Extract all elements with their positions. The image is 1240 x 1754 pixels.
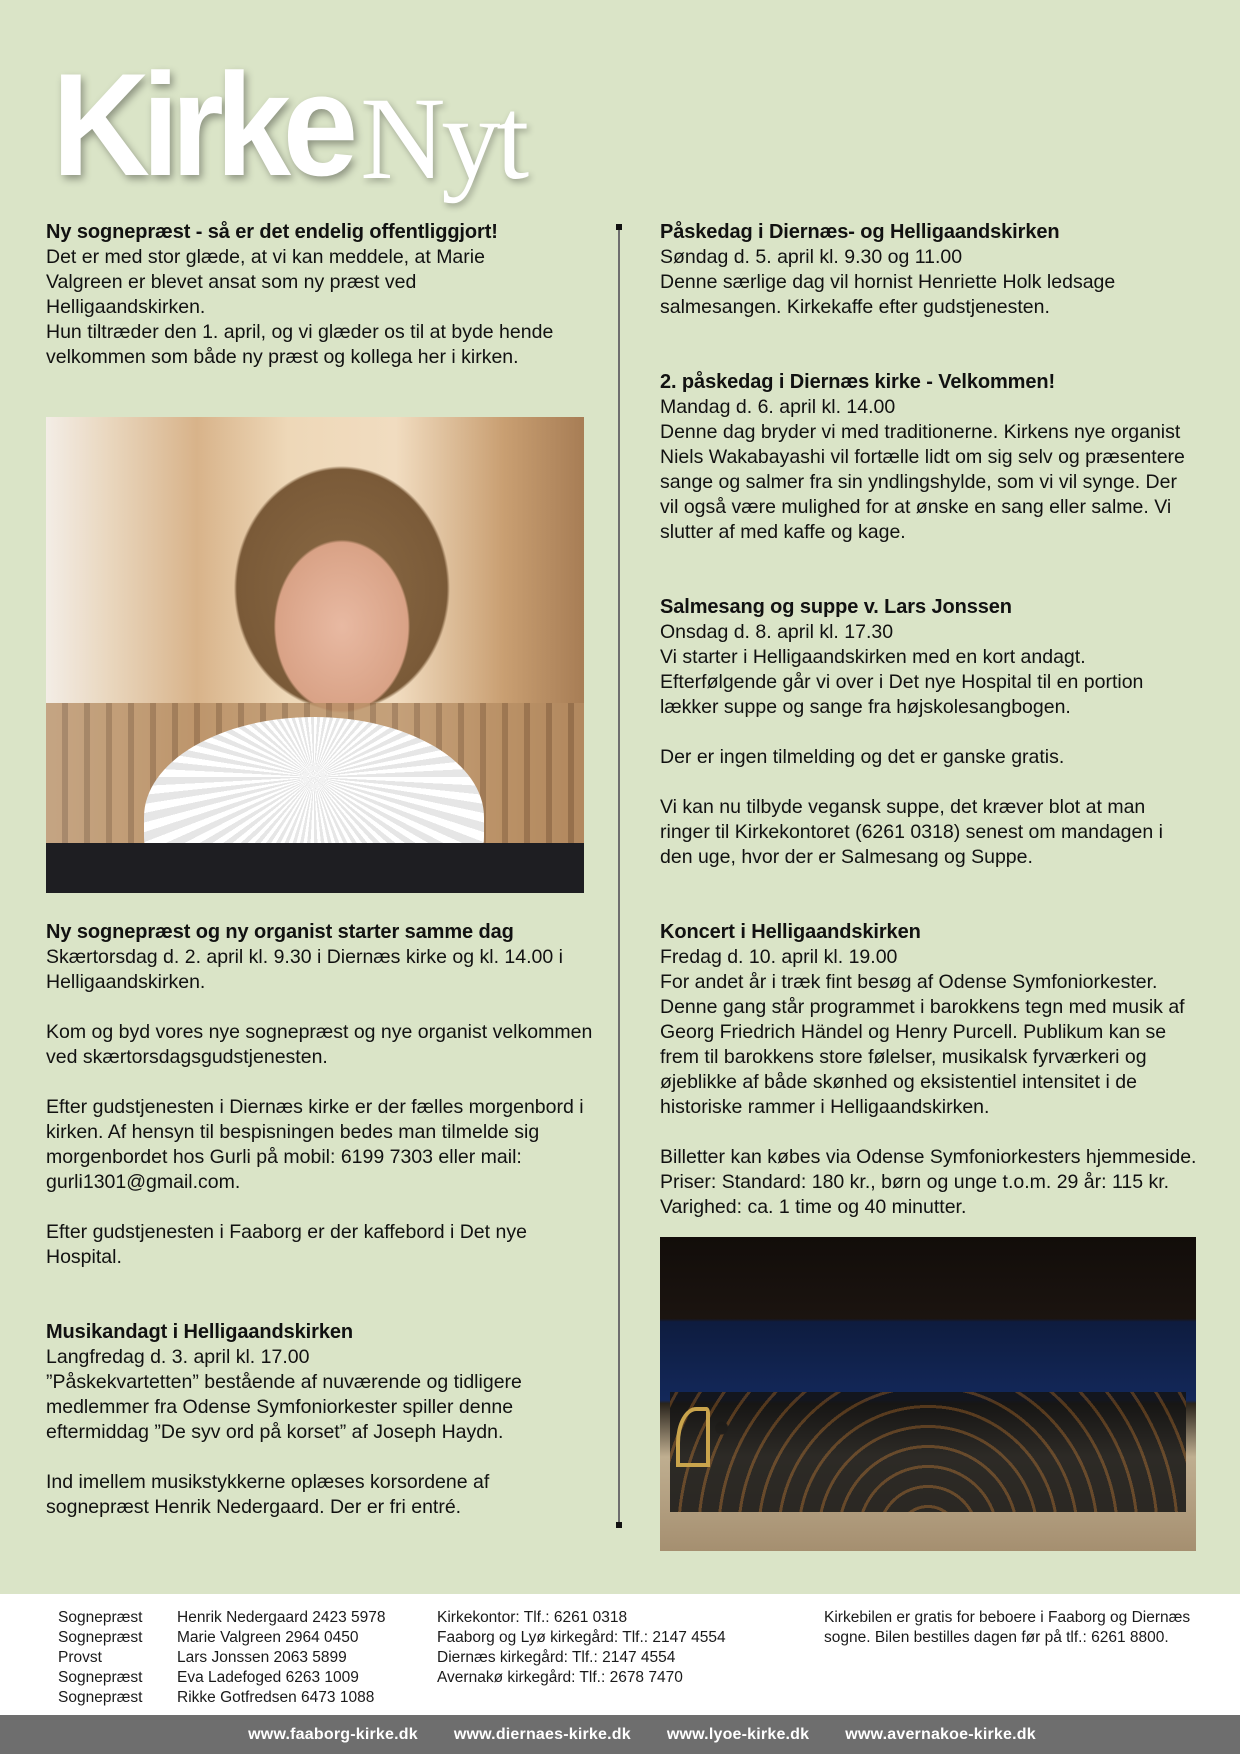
- article-title: Ny sognepræst og ny organist starter samme dag: [46, 921, 514, 943]
- footer: [0, 1594, 1240, 1715]
- article-new-priest: [46, 220, 594, 370]
- priest-photo: [46, 417, 584, 893]
- article-paragraph: Vi starter i Helligaandskirken med en kort andagt. Efterfølgende går vi over i Det nye Hospital til en portion lækker suppe og sange fra højskolesangbogen.: [660, 646, 1144, 718]
- column-divider: [618, 224, 620, 1528]
- article-easter-day: [660, 220, 1200, 320]
- article-paragraph: For andet år i træk fint besøg af Odense Symfoniorkester. Denne gang står programmet i barokkens tegn med musik af Georg Friedrich Händel og Henry Purcell. Publikum kan se frem til barokkens store følelser, musikalsk fyrværkeri og øjeblikke af både skønhed og eksistentiel intensitet i de historiske rammer i Helligaandskirken.: [660, 971, 1185, 1118]
- staff-name: Rikke Gotfredsen 6473 1088: [177, 1689, 375, 1706]
- article-title: Musikandagt i Helligaandskirken: [46, 1321, 353, 1343]
- article-music-devotion: [46, 1320, 594, 1520]
- website-bar: [0, 1715, 1240, 1754]
- article-title: Ny sognepræst - så er det endelig offentliggjort!: [46, 221, 498, 243]
- article-paragraph: Der er ingen tilmelding og det er ganske gratis.: [660, 746, 1065, 768]
- article-paragraph: Billetter kan købes via Odense Symfoniorkesters hjemmeside. Priser: Standard: 180 kr., børn og unge t.o.m. 29 år: 115 kr. Varighed: ca. 1 time og 40 minutter.: [660, 1146, 1197, 1218]
- article-paragraph: Det er med stor glæde, at vi kan meddele, at Marie Valgreen er blevet ansat som ny præst ved Helligaandskirken.: [46, 246, 485, 318]
- website-link-faaborg[interactable]: www.faaborg-kirke.dk: [248, 1725, 418, 1743]
- left-column: [46, 220, 594, 370]
- article-subtitle: Skærtorsdag d. 2. april kl. 9.30 i Diernæs kirke og kl. 14.00 i Helligaandskirken.: [46, 946, 563, 993]
- article-subtitle: Langfredag d. 3. april kl. 17.00: [46, 1346, 310, 1368]
- staff-role: Sognepræst: [58, 1669, 143, 1686]
- article-easter-monday: [660, 370, 1200, 545]
- article-hymns-soup: [660, 595, 1200, 870]
- office-contact: Kirkekontor: Tlf.: 6261 0318: [437, 1609, 628, 1626]
- office-contacts: [437, 1608, 726, 1688]
- article-concert: [660, 920, 1200, 1220]
- staff-role: Sognepræst: [58, 1629, 143, 1646]
- office-contact: Faaborg og Lyø kirkegård: Tlf.: 2147 4554: [437, 1629, 726, 1646]
- article-paragraph: Ind imellem musikstykkerne oplæses korsordene af sognepræst Henrik Nedergaard. Der er fri entré.: [46, 1471, 490, 1518]
- article-subtitle: Fredag d. 10. april kl. 19.00: [660, 946, 898, 968]
- article-subtitle: Onsdag d. 8. april kl. 17.30: [660, 621, 894, 643]
- orchestra-photo: [660, 1237, 1196, 1551]
- office-contact: Diernæs kirkegård: Tlf.: 2147 4554: [437, 1649, 676, 1666]
- article-title: Koncert i Helligaandskirken: [660, 921, 921, 943]
- article-subtitle: Søndag d. 5. april kl. 9.30 og 11.00: [660, 246, 963, 268]
- orchestra-players: [670, 1392, 1186, 1512]
- article-title: Påskedag i Diernæs- og Helligaandskirken: [660, 221, 1060, 243]
- priest-gown: [46, 843, 584, 893]
- article-paragraph: Denne særlige dag vil hornist Henriette Holk ledsage salmesangen. Kirkekaffe efter gudstjenesten.: [660, 271, 1116, 318]
- office-contact: Avernakø kirkegård: Tlf.: 2678 7470: [437, 1669, 683, 1686]
- article-title: 2. påskedag i Diernæs kirke - Velkommen!: [660, 371, 1056, 393]
- left-column-lower: [46, 920, 594, 1520]
- article-paragraph: Hun tiltræder den 1. april, og vi glæder os til at byde hende velkommen som både ny præst og kollega her i kirken.: [46, 321, 554, 368]
- website-link-diernaes[interactable]: www.diernaes-kirke.dk: [453, 1725, 631, 1743]
- article-paragraph: Efter gudstjenesten i Diernæs kirke er der fælles morgenbord i kirken. Af hensyn til bespisningen bedes man tilmelde sig morgenbordet hos Gurli på mobil: 6199 7303 eller mail: gurli1301@gmail.com.: [46, 1096, 584, 1193]
- masthead-nyt: Nyt: [360, 73, 526, 204]
- staff-role: Sognepræst: [58, 1609, 143, 1626]
- staff-name: Marie Valgreen 2964 0450: [177, 1629, 359, 1646]
- article-paragraph: Vi kan nu tilbyde vegansk suppe, det kræver blot at man ringer til Kirkekontoret (6261 0318) senest om mandagen i den uge, hvor der er Salmesang og Suppe.: [660, 796, 1163, 868]
- masthead: [52, 43, 526, 206]
- article-paragraph: Denne dag bryder vi med traditionerne. Kirkens nye organist Niels Wakabayashi vil fortælle lidt om sig selv og præsentere sange og salmer fra sin yndlingshylde, som vi vil synge. Der vil også være mulighed for at ønske en sang eller salme. Vi slutter af med kaffe og kage.: [660, 421, 1185, 543]
- right-column: [660, 220, 1200, 1220]
- masthead-kirke: Kirke: [52, 43, 350, 206]
- article-paragraph: ”Påskekvartetten” bestående af nuværende og tidligere medlemmer fra Odense Symfoniorkester spiller denne eftermiddag ”De syv ord på korset” af Joseph Haydn.: [46, 1371, 522, 1443]
- staff-name: Eva Ladefoged 6263 1009: [177, 1669, 359, 1686]
- website-link-lyoe[interactable]: www.lyoe-kirke.dk: [666, 1725, 810, 1743]
- article-priest-organist: [46, 920, 594, 1270]
- church-car-info: Kirkebilen er gratis for beboere i Faaborg og Diernæs sogne. Bilen bestilles dagen før på tlf.: 6261 8800.: [824, 1609, 1191, 1646]
- article-title: Salmesang og suppe v. Lars Jonssen: [660, 596, 1012, 618]
- staff-list: [58, 1608, 437, 1708]
- article-paragraph: Efter gudstjenesten i Faaborg er der kaffebord i Det nye Hospital.: [46, 1221, 527, 1268]
- staff-name: Henrik Nedergaard 2423 5978: [177, 1609, 386, 1626]
- website-link-avernakoe[interactable]: www.avernakoe-kirke.dk: [845, 1725, 1036, 1743]
- article-subtitle: Mandag d. 6. april kl. 14.00: [660, 396, 896, 418]
- staff-name: Lars Jonssen 2063 5899: [177, 1649, 347, 1666]
- staff-role: Sognepræst: [58, 1689, 143, 1706]
- article-paragraph: Kom og byd vores nye sognepræst og nye organist velkommen ved skærtorsdagsgudstjenesten.: [46, 1021, 593, 1068]
- staff-role: Provst: [58, 1649, 102, 1666]
